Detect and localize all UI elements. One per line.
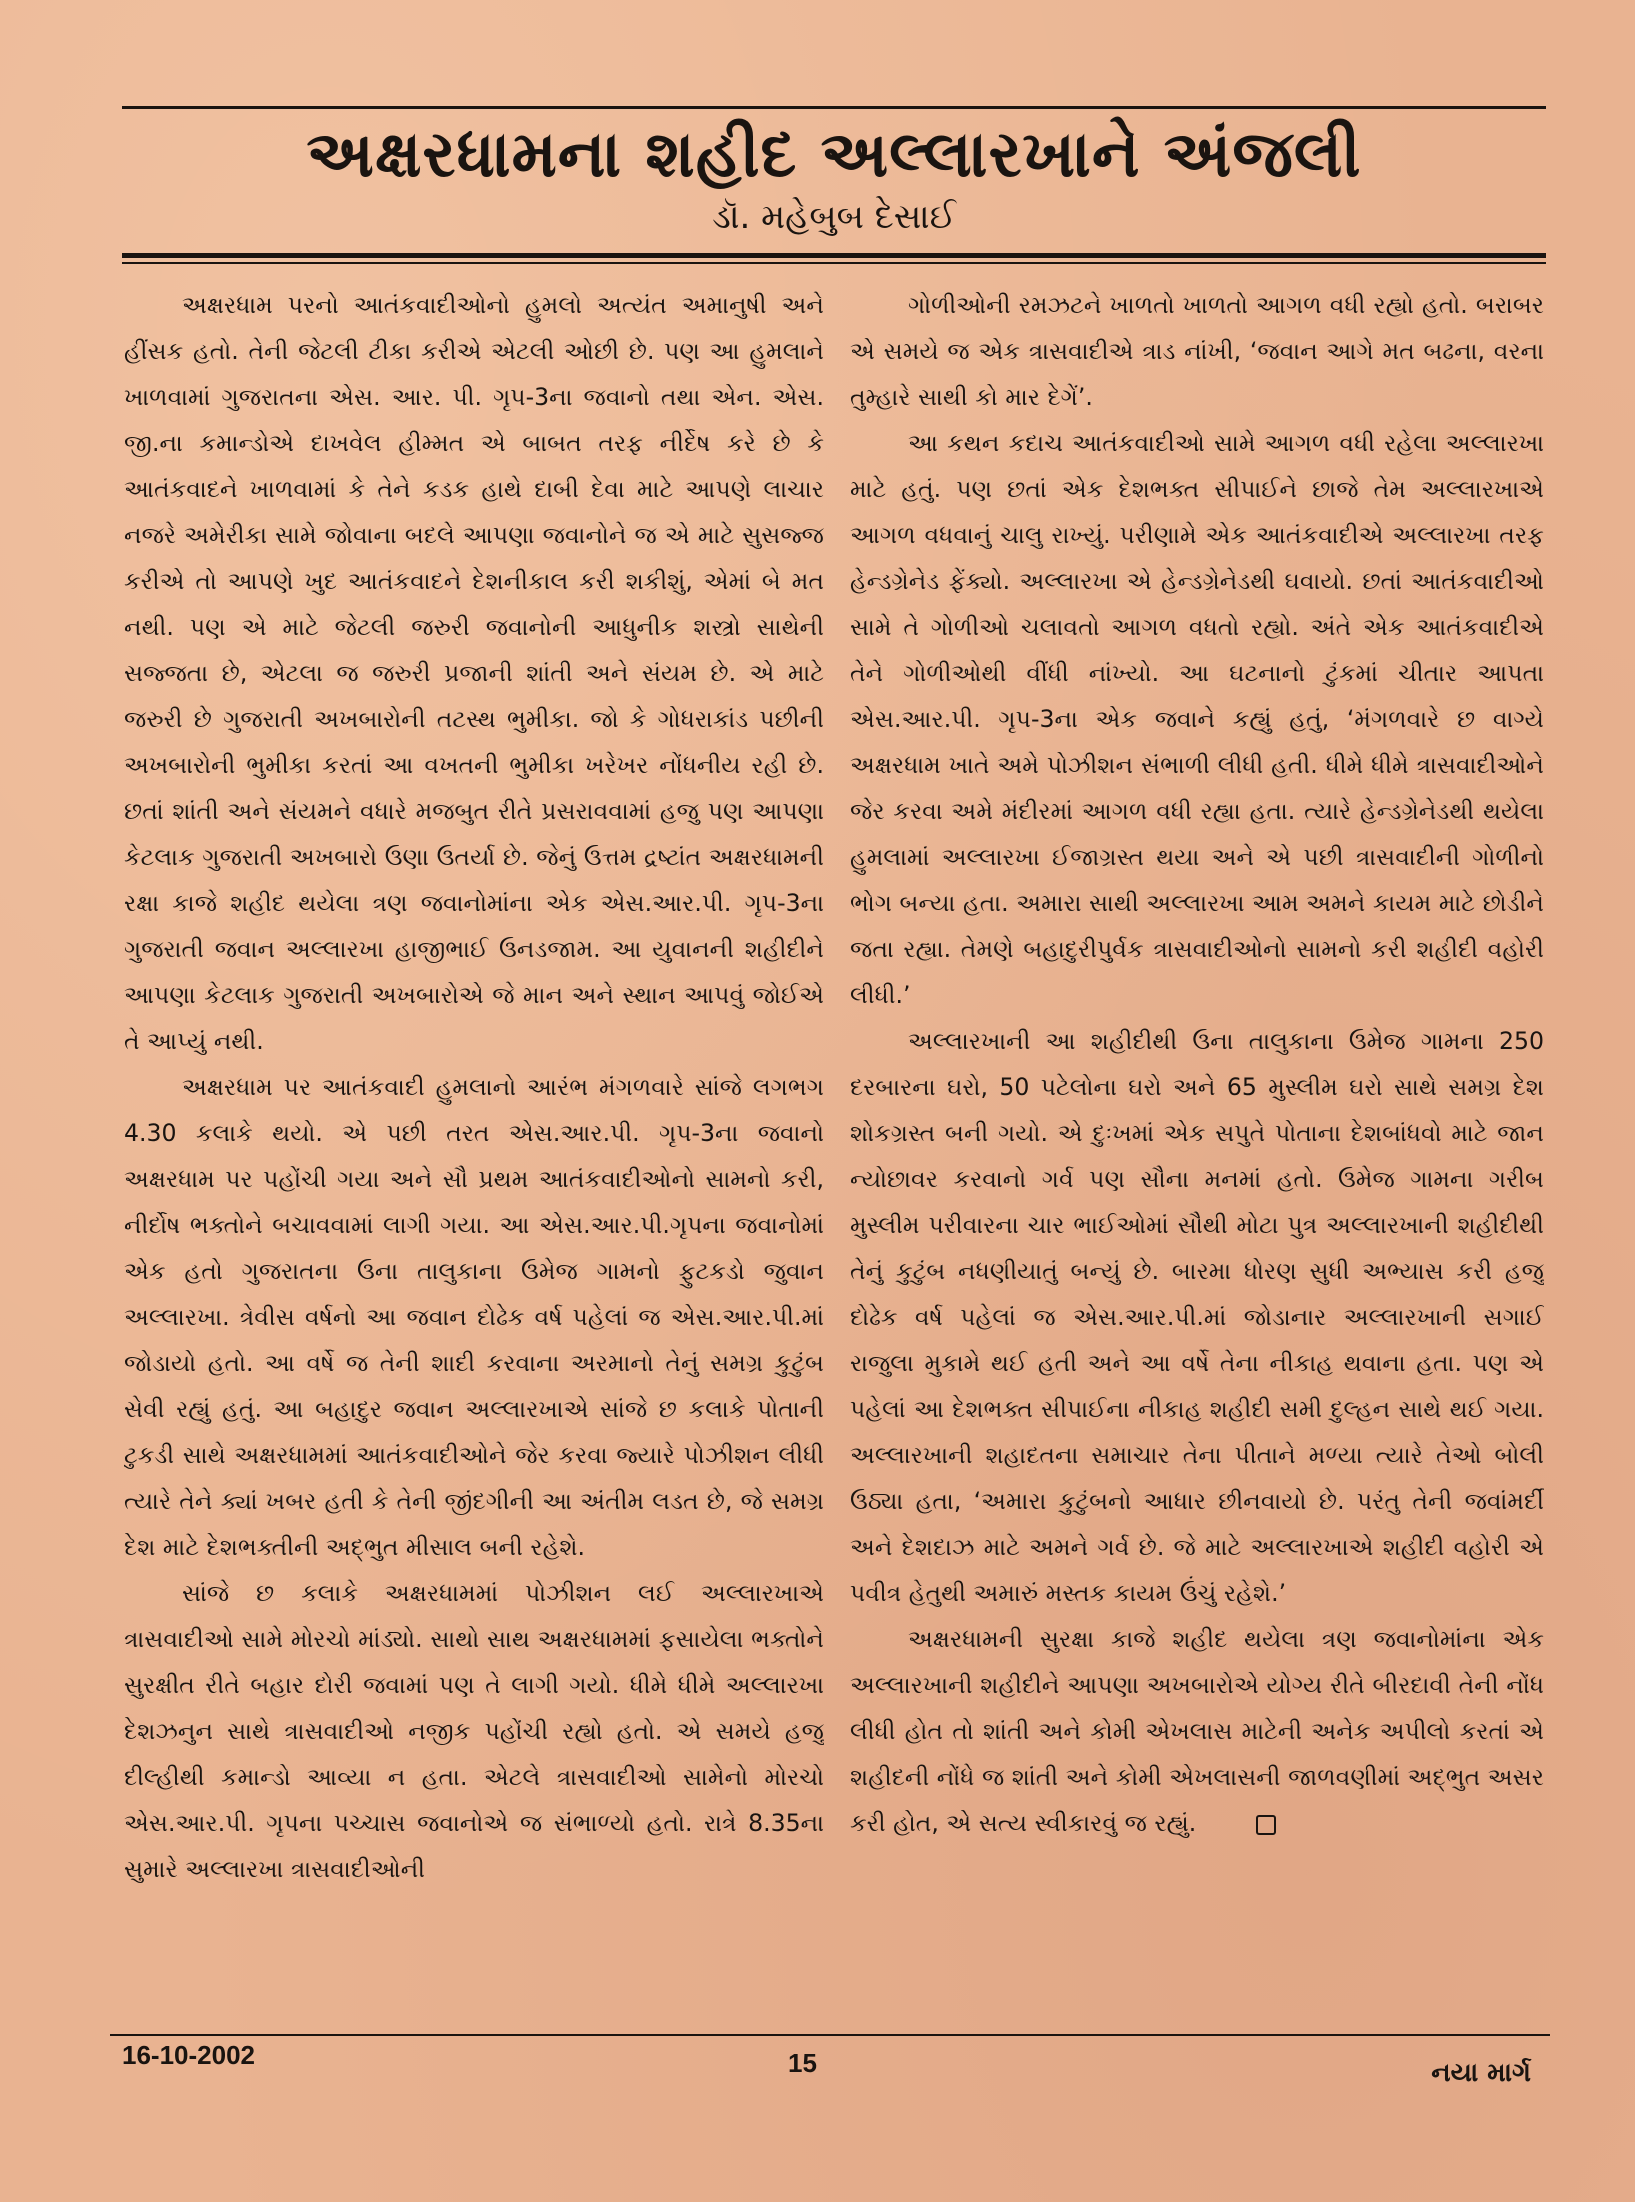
- header-rule-thin: [122, 262, 1546, 264]
- article-author: ડૉ. મહેબુબ દેસાઈ: [712, 197, 956, 237]
- header-rule-thick: [122, 253, 1546, 258]
- end-of-article-mark: [1256, 1815, 1276, 1835]
- paragraph: ગોળીઓની રમઝટને ખાળતો ખાળતો આગળ વધી રહ્યો હતો. બરાબર એ સમયે જ એક ત્રાસવાદીએ ત્રાડ નાંખી, ‘જવાન આગે મત બઢના, વરના તુમ્હારે સાથી કો માર દેગેં’.: [850, 291, 1544, 411]
- paragraph: સાંજે છ કલાકે અક્ષરધામમાં પોઝીશન લઈ અલ્લારખાએ ત્રાસવાદીઓ સામે મોરચો માંડ્યો. સાથો સાથ અક્ષરધામમાં ફસાયેલા ભક્તોને સુરક્ષીત રીતે બહાર દોરી જવામાં પણ તે લાગી ગયો. ધીમે ધીમે અલ્લારખા દેશઝનુન સાથે ત્રાસવાદીઓ નજીક પહોંચી રહ્યો હતો. એ સમયે હજુ દીલ્હીથી કમાન્ડો આવ્યા ન હતા. એટલે ત્રાસવાદીઓ સામેનો મોરચો એસ.આર.પી. ગૃપના પચ્ચાસ જવાનોએ જ સંભાળ્યો હતો. રાત્રે 8.35ના સુમારે અલ્લારખા ત્રાસવાદીઓની: [124, 1579, 824, 1883]
- paragraph: અક્ષરધામ પરનો આતંકવાદીઓનો હુમલો અત્યંત અમાનુષી અને હીંસક હતો. તેની જેટલી ટીકા કરીએ એટલી ઓછી છે. પણ આ હુમલાને ખાળવામાં ગુજરાતના એસ. આર. પી. ગૃપ-3ના જવાનો તથા એન. એસ. જી.ના કમાન્ડોએ દાખવેલ હીમ્મત એ બાબત તરફ નીર્દેષ કરે છે કે આતંકવાદને ખાળવામાં કે તેને કડક હાથે દાબી દેવા માટે આપણે લાચાર નજરે અમેરીકા સામે જોવાના બદલે આપણા જવાનોને જ એ માટે સુસજ્જ કરીએ તો આપણે ખુદ આતંકવાદને દેશનીકાલ કરી શકીશું, એમાં બે મત નથી. પણ એ માટે જેટલી જરુરી જવાનોની આધુનીક શસ્ત્રો સાથેની સજ્જતા છે, એટલા જ જરુરી પ્રજાની શાંતી અને સંયમ છે. એ માટે જરુરી છે ગુજરાતી અખબારોની તટસ્થ ભુમીકા. જો કે ગોધરાકાંડ પછીની અખબારોની ભુમીકા કરતાં આ વખતની ભુમીકા ખરેખર નોંધનીય રહી છે. છતાં શાંતી અને સંયમને વધારે મજબુત રીતે પ્રસરાવવામાં હજુ પણ આપણા કેટલાક ગુજરાતી અખબારો ઉણા ઉતર્યા છે. જેનું ઉત્તમ દ્રષ્ટાંત અક્ષરધામની રક્ષા કાજે શહીદ થયેલા ત્રણ જવાનોમાંના એક એસ.આર.પી. ગૃપ-3ના ગુજરાતી જવાન અલ્લારખા હાજીભાઈ ઉનડજામ. આ યુવાનની શહીદીને આપણા કેટલાક ગુજરાતી અખબારોએ જે માન અને સ્થાન આપવું જોઈએ તે આપ્યું નથી.: [124, 291, 824, 1055]
- article-title: અક્ષરધામના શહીદ અલ્લારખાને અંજલી: [306, 118, 1362, 192]
- paragraph: આ કથન કદાચ આતંકવાદીઓ સામે આગળ વધી રહેલા અલ્લારખા માટે હતું. પણ છતાં એક દેશભક્ત સીપાઈને છાજે તેમ અલ્લારખાએ આગળ વધવાનું ચાલુ રાખ્યું. પરીણામે એક આતંકવાદીએ અલ્લારખા તરફ હેન્ડગ્રેનેડ ફેંક્યો. અલ્લારખા એ હેન્ડગ્રેનેડથી ઘવાયો. છતાં આતંકવાદીઓ સામે તે ગોળીઓ ચલાવતો આગળ વધતો રહ્યો. અંતે એક આતંકવાદીએ તેને ગોળીઓથી વીંધી નાંખ્યો. આ ઘટનાનો ટુંકમાં ચીતાર આપતા એસ.આર.પી. ગૃપ-3ના એક જવાને કહ્યું હતું, ‘મંગળવારે છ વાગ્યે અક્ષરધામ ખાતે અમે પોઝીશન સંભાળી લીધી હતી. ધીમે ધીમે ત્રાસવાદીઓને જેર કરવા અમે મંદીરમાં આગળ વધી રહ્યા હતા. ત્યારે હેન્ડગ્રેનેડથી થયેલા હુમલામાં અલ્લારખા ઈજાગ્રસ્ત થયા અને એ પછી ત્રાસવાદીની ગોળીનો ભોગ બન્યા હતા. અમારા સાથી અલ્લારખા આમ અમને કાયમ માટે છોડીને જતા રહ્યા. તેમણે બહાદુરીપુર્વક ત્રાસવાદીઓનો સામનો કરી શહીદી વહોરી લીધી.’: [850, 429, 1544, 1009]
- footer-date: 16-10-2002: [122, 2040, 255, 2070]
- paragraph: અલ્લારખાની આ શહીદીથી ઉના તાલુકાના ઉમેજ ગામના 250 દરબારના ઘરો, 50 પટેલોના ઘરો અને 65 મુસ્લીમ ઘરો સાથે સમગ્ર દેશ શોકગ્રસ્ત બની ગયો. એ દુઃખમાં એક સપુતે પોતાના દેશબાંધવો માટે જાન ન્યોછાવર કરવાનો ગર્વ પણ સૌના મનમાં હતો. ઉમેજ ગામના ગરીબ મુસ્લીમ પરીવારના ચાર ભાઈઓમાં સૌથી મોટા પુત્ર અલ્લારખાની શહીદીથી તેનું કુટુંબ નધણીયાતું બન્યું છે. બારમા ધોરણ સુધી અભ્યાસ કરી હજુ દોઢેક વર્ષ પહેલાં જ એસ.આર.પી.માં જોડાનાર અલ્લારખાની સગાઈ રાજુલા મુકામે થઈ હતી અને આ વર્ષે તેના નીકાહ થવાના હતા. પણ એ પહેલાં આ દેશભક્ત સીપાઈના નીકાહ શહીદી સમી દુલ્હન સાથે થઈ ગયા. અલ્લારખાની શહાદતના સમાચાર તેના પીતાને મળ્યા ત્યારે તેઓ બોલી ઉઠ્યા હતા, ‘અમારા કુટુંબનો આધાર છીનવાયો છે. પરંતુ તેની જવાંમર્દી અને દેશદાઝ માટે અમને ગર્વ છે. જે માટે અલ્લારખાએ શહીદી વહોરી એ પવીત્ર હેતુથી અમારું મસ્તક કાયમ ઉંચું રહેશે.’: [850, 1027, 1544, 1607]
- article-column-left: [124, 282, 824, 1992]
- page-number: 15: [788, 2048, 817, 2078]
- magazine-name: નયા માર્ગ: [1431, 2058, 1531, 2088]
- paragraph-final-text: અક્ષરધામની સુરક્ષા કાજે શહીદ થયેલા ત્રણ જવાનોમાંના એક અલ્લારખાની શહીદીને આપણા અખબારોએ યોગ્ય રીતે બીરદાવી તેની નોંધ લીધી હોત તો શાંતી અને કોમી એખલાસ માટેની અનેક અપીલો કરતાં એ શહીદની નોંધે જ શાંતી અને કોમી એખલાસની જાળવણીમાં અદ્ભુત અસર કરી હોત, એ સત્ય સ્વીકારવું જ રહ્યું.: [850, 1625, 1544, 1837]
- footer-rule: [110, 2034, 1550, 2036]
- header-rule-top: [122, 106, 1546, 109]
- article-column-right: [850, 282, 1544, 1992]
- paragraph-final: [850, 1616, 1544, 1846]
- paragraph: અક્ષરધામ પર આતંકવાદી હુમલાનો આરંભ મંગળવારે સાંજે લગભગ 4.30 કલાકે થયો. એ પછી તરત એસ.આર.પી. ગૃપ-3ના જવાનો અક્ષરધામ પર પહોંચી ગયા અને સૌ પ્રથમ આતંકવાદીઓનો સામનો કરી, નીર્દોષ ભક્તોને બચાવવામાં લાગી ગયા. આ એસ.આર.પી.ગૃપના જવાનોમાં એક હતો ગુજરાતના ઉના તાલુકાના ઉમેજ ગામનો ફુટકડો જુવાન અલ્લારખા. ત્રેવીસ વર્ષનો આ જવાન દોઢેક વર્ષ પહેલાં જ એસ.આર.પી.માં જોડાયો હતો. આ વર્ષે જ તેની શાદી કરવાના અરમાનો તેનું સમગ્ર કુટુંબ સેવી રહ્યું હતું. આ બહાદુર જવાન અલ્લારખાએ સાંજે છ કલાકે પોતાની ટુકડી સાથે અક્ષરધામમાં આતંકવાદીઓને જેર કરવા જ્યારે પોઝીશન લીધી ત્યારે તેને ક્યાં ખબર હતી કે તેની જીંદગીની આ અંતીમ લડત છે, જે સમગ્ર દેશ માટે દેશભક્તીની અદ્ભુત મીસાલ બની રહેશે.: [124, 1073, 824, 1561]
